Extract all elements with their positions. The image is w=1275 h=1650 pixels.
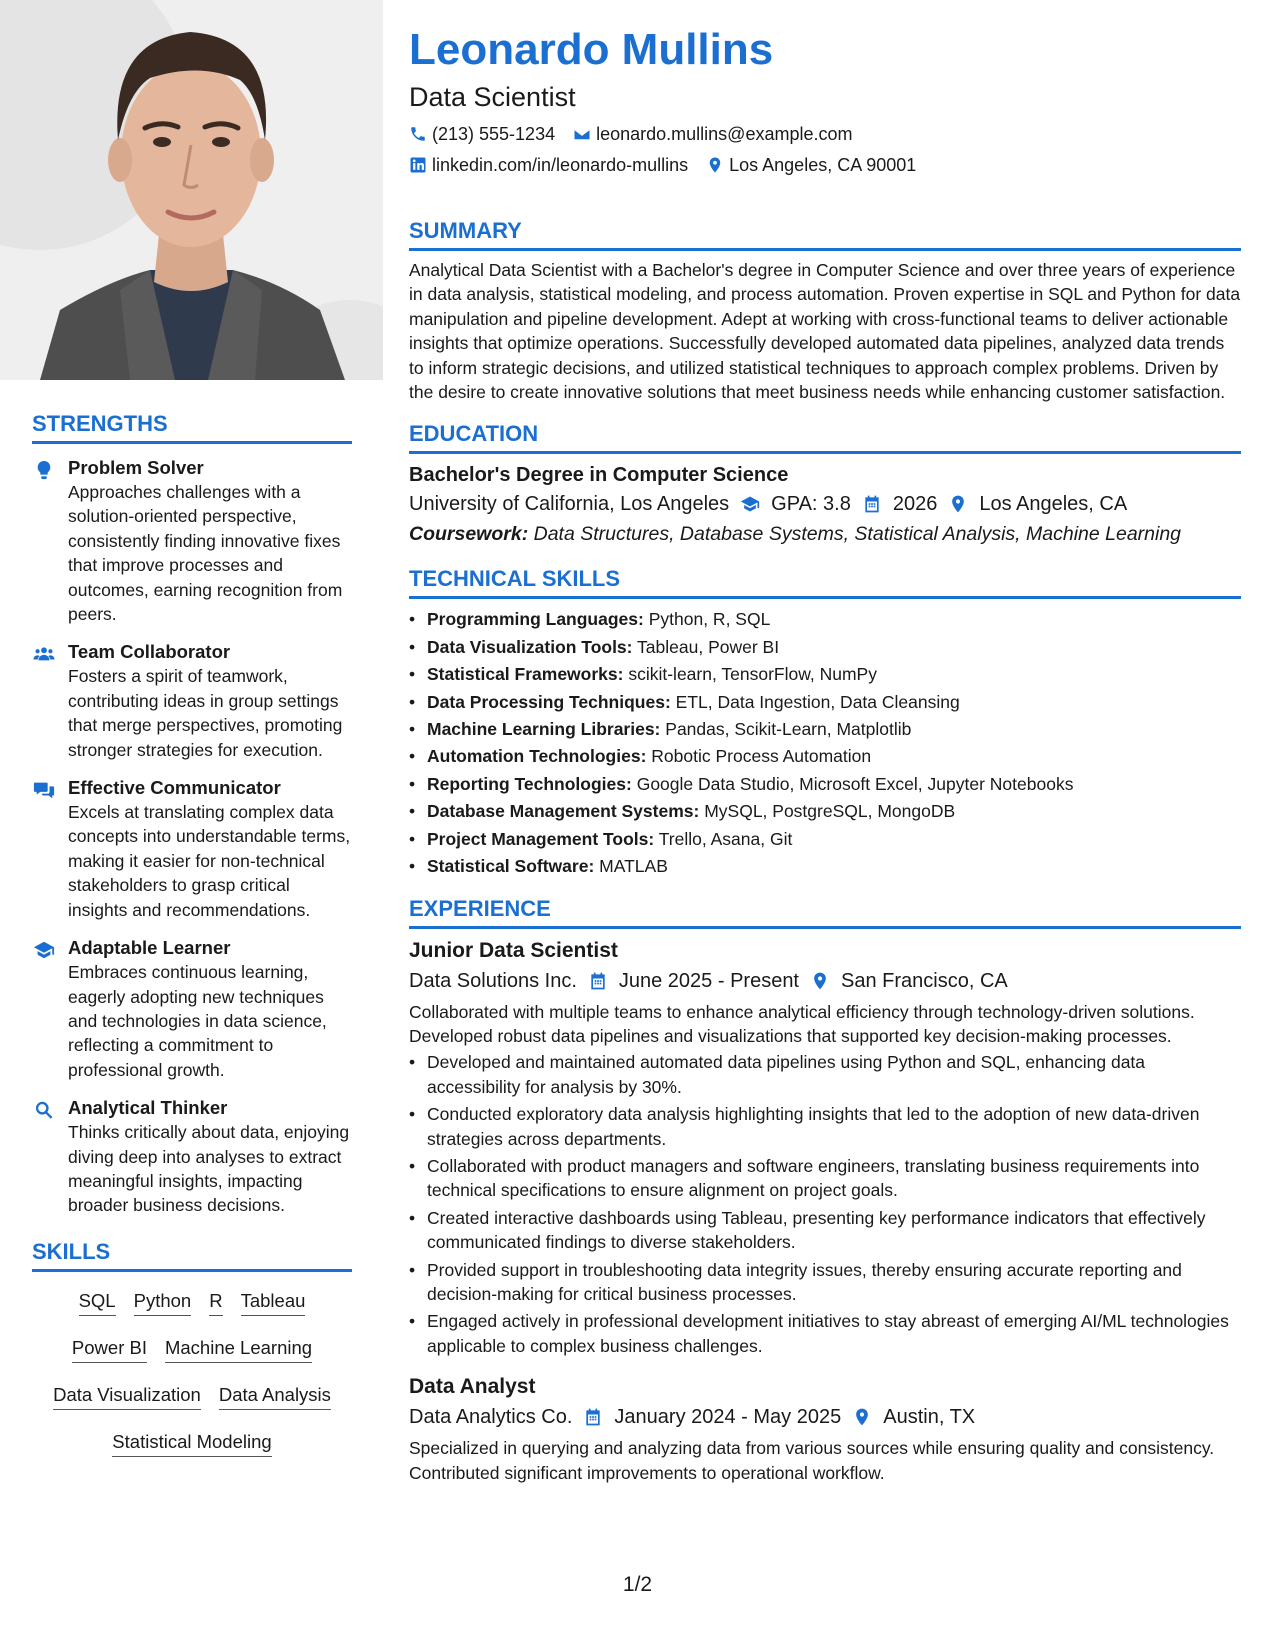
skill-category: Reporting Technologies: <box>427 773 632 794</box>
sidebar-column <box>32 410 352 1457</box>
skill-tag: Statistical Modeling <box>112 1430 271 1457</box>
map-pin-icon <box>706 156 724 174</box>
skill-category: Database Management Systems: <box>427 801 700 822</box>
list-item <box>409 606 1241 633</box>
job-entry <box>409 936 1241 1359</box>
coursework-label: Coursework: <box>409 523 529 546</box>
skills-list <box>32 1279 352 1457</box>
skill-category: Statistical Frameworks: <box>427 664 624 685</box>
list-item <box>409 826 1241 853</box>
skill-values: MATLAB <box>599 856 668 877</box>
skills-heading: SKILLS <box>32 1238 352 1272</box>
skill-values: Pandas, Scikit-Learn, Matplotlib <box>665 719 912 740</box>
skill-tag: R <box>209 1289 222 1316</box>
job-title: Junior Data Scientist <box>409 938 618 962</box>
email-contact[interactable] <box>573 122 852 146</box>
graduation-cap-icon <box>739 493 761 515</box>
skill-tag: Data Analysis <box>219 1383 331 1410</box>
strength-description: Fosters a spirit of teamwork, contributing ideas in group settings that merge perspectives, promoting stronger strategies for execution. <box>68 666 343 760</box>
location-contact <box>706 153 916 177</box>
job-dates: January 2024 - May 2025 <box>614 1406 842 1429</box>
skill-category: Machine Learning Libraries: <box>427 719 661 740</box>
job-location: Austin, TX <box>883 1406 976 1429</box>
job-meta <box>409 966 1241 996</box>
school-name: University of California, Los Angeles <box>409 493 730 516</box>
lightbulb-icon <box>32 458 56 482</box>
list-item <box>409 689 1241 716</box>
calendar-icon <box>582 1406 604 1428</box>
linkedin-contact[interactable] <box>409 153 688 177</box>
page-number: 1/2 <box>622 1573 653 1596</box>
search-icon <box>32 1098 56 1122</box>
strength-item <box>32 640 352 762</box>
calendar-icon <box>587 970 609 992</box>
map-pin-icon <box>947 493 969 515</box>
location-text: Los Angeles, CA 90001 <box>729 155 917 175</box>
job-meta <box>409 1402 1241 1432</box>
list-item: • Conducted exploratory data analysis highlighting insights that led to the adoption of new data-driven strategies across departments. <box>409 1102 1241 1151</box>
list-item <box>409 743 1241 770</box>
job-location: San Francisco, CA <box>841 969 1008 992</box>
map-pin-icon <box>809 970 831 992</box>
list-item: • Provided support in troubleshooting data integrity issues, thereby ensuring accurate reporting and decision-making for critical business processes. <box>409 1258 1241 1307</box>
strength-description: Thinks critically about data, enjoying diving deep into analyses to extract meaningful insights, impacting broader business decisions. <box>68 1122 350 1216</box>
skill-category: Programming Languages: <box>427 609 644 630</box>
list-item: • Developed and maintained automated data pipelines using Python and SQL, enhancing data accessibility for analysis by 30%. <box>409 1050 1241 1099</box>
job-description: Specialized in querying and analyzing data from various sources while ensuring quality and consistency. Contributed significant improvements to operational workflow. <box>409 1438 1215 1483</box>
skill-category: Data Processing Techniques: <box>427 691 671 712</box>
technical-skills-heading: TECHNICAL SKILLS <box>409 565 1241 599</box>
job-title: Data Analyst <box>409 1375 536 1399</box>
skill-tag: Tableau <box>241 1289 306 1316</box>
education-section <box>409 420 1241 549</box>
skill-values: Python, R, SQL <box>648 609 771 630</box>
skill-tag: Machine Learning <box>165 1336 312 1363</box>
email-text: leonardo.mullins@example.com <box>596 124 853 144</box>
summary-heading: SUMMARY <box>409 217 1241 251</box>
strength-title: Effective Communicator <box>68 777 281 799</box>
skill-tag: Power BI <box>72 1336 147 1363</box>
strengths-heading: STRENGTHS <box>32 410 352 444</box>
skill-tag: Python <box>134 1289 192 1316</box>
list-item <box>409 634 1241 661</box>
list-item: • Collaborated with product managers and software engineers, translating business requirements into technical specifications to ensure alignment on project goals. <box>409 1154 1241 1203</box>
skill-category: Statistical Software: <box>427 856 595 877</box>
calendar-icon <box>861 493 883 515</box>
profile-photo <box>0 0 383 380</box>
envelope-icon <box>573 125 591 143</box>
skill-values: Robotic Process Automation <box>651 746 872 767</box>
skill-category: Data Visualization Tools: <box>427 636 633 657</box>
strength-title: Adaptable Learner <box>68 937 231 959</box>
job-description: Collaborated with multiple teams to enhance analytical efficiency through technology-driven solutions. Developed robust data pipelines and visualizations that supported key decision-making processes. <box>409 1001 1195 1046</box>
strength-title: Problem Solver <box>68 457 204 478</box>
contact-row-2 <box>409 153 1241 177</box>
contact-row-1 <box>409 122 1241 146</box>
skill-tag: Data Visualization <box>53 1383 201 1410</box>
school-location: Los Angeles, CA <box>979 493 1128 516</box>
job-entry <box>409 1372 1241 1485</box>
strength-title: Analytical Thinker <box>68 1097 228 1119</box>
linkedin-text: linkedin.com/in/leonardo-mullins <box>432 155 689 175</box>
strength-item <box>32 1096 352 1218</box>
company-name: Data Solutions Inc. <box>409 969 577 992</box>
experience-heading: EXPERIENCE <box>409 895 1241 929</box>
summary-text: Analytical Data Scientist with a Bachelor's degree in Computer Science and over three years of experience in data analysis, statistical modeling, and process automation. Proven expertise in SQL and Python for data manipulation and pipeline development. Adept at working with cross-functional teams to deliver actionable insights that optimize operations. Successfully developed automated data pipelines, analyzed data trends to inform strategic decisions, and utilized statistical techniques to approach complex problems. Driven by the desire to create innovative solutions that meet business needs while enhancing customer satisfaction. <box>409 260 1241 403</box>
gpa-text: GPA: 3.8 <box>771 493 851 516</box>
strength-title: Team Collaborator <box>68 641 231 663</box>
list-item: • Created interactive dashboards using Tableau, presenting key performance indicators that effectively communicated findings to diverse stakeholders. <box>409 1206 1241 1255</box>
company-name: Data Analytics Co. <box>409 1406 573 1429</box>
list-item <box>409 661 1241 688</box>
list-item <box>409 716 1241 743</box>
graduation-year: 2026 <box>892 493 938 516</box>
candidate-name: Leonardo Mullins <box>409 25 774 74</box>
users-icon <box>32 642 56 666</box>
list-item <box>409 853 1241 880</box>
strengths-section <box>32 410 352 1218</box>
list-item: • Engaged actively in professional development initiatives to stay abreast of emerging AI/ML technologies applicable to complex business challenges. <box>409 1309 1241 1358</box>
strength-description: Embraces continuous learning, eagerly adopting new techniques and technologies in data science, reflecting a commitment to professional growth. <box>68 962 327 1080</box>
main-column <box>409 20 1241 1485</box>
phone-text: (213) 555-1234 <box>432 124 556 144</box>
linkedin-icon <box>409 156 427 174</box>
comments-icon <box>32 778 56 802</box>
list-item <box>409 771 1241 798</box>
map-pin-icon <box>851 1406 873 1428</box>
job-dates: June 2025 - Present <box>618 969 799 992</box>
strength-description: Excels at translating complex data concepts into understandable terms, making it easier for non-technical stakeholders to grasp critical insights and recommendations. <box>68 802 351 920</box>
summary-section <box>409 217 1241 404</box>
phone-icon <box>409 125 427 143</box>
skill-values: Tableau, Power BI <box>637 636 780 657</box>
skill-values: Trello, Asana, Git <box>658 828 793 849</box>
skills-section <box>32 1238 352 1457</box>
skill-category: Project Management Tools: <box>427 828 655 849</box>
skill-values: Google Data Studio, Microsoft Excel, Jupyter Notebooks <box>636 773 1074 794</box>
coursework-list: Data Structures, Database Systems, Statistical Analysis, Machine Learning <box>533 523 1182 546</box>
coursework <box>409 519 1241 549</box>
degree-title: Bachelor's Degree in Computer Science <box>409 464 789 487</box>
skill-category: Automation Technologies: <box>427 746 647 767</box>
skill-values: MySQL, PostgreSQL, MongoDB <box>704 801 956 822</box>
candidate-role: Data Scientist <box>409 82 576 112</box>
list-item <box>409 798 1241 825</box>
strength-item <box>32 936 352 1082</box>
strength-item <box>32 776 352 922</box>
strength-item <box>32 456 352 626</box>
skill-values: scikit-learn, TensorFlow, NumPy <box>628 664 877 685</box>
education-heading: EDUCATION <box>409 420 1241 454</box>
skill-values: ETL, Data Ingestion, Data Cleansing <box>675 691 960 712</box>
phone-contact[interactable] <box>409 122 555 146</box>
skill-tag: SQL <box>79 1289 116 1316</box>
technical-skills-list <box>409 606 1241 880</box>
strength-description: Approaches challenges with a solution-oriented perspective, consistently finding innovative fixes that improve processes and outcomes, earning recognition from peers. <box>68 482 343 625</box>
experience-section <box>409 895 1241 1486</box>
job-bullets <box>409 1050 1241 1358</box>
technical-skills-section <box>409 565 1241 880</box>
education-meta <box>409 489 1241 519</box>
graduation-cap-icon <box>32 938 56 962</box>
